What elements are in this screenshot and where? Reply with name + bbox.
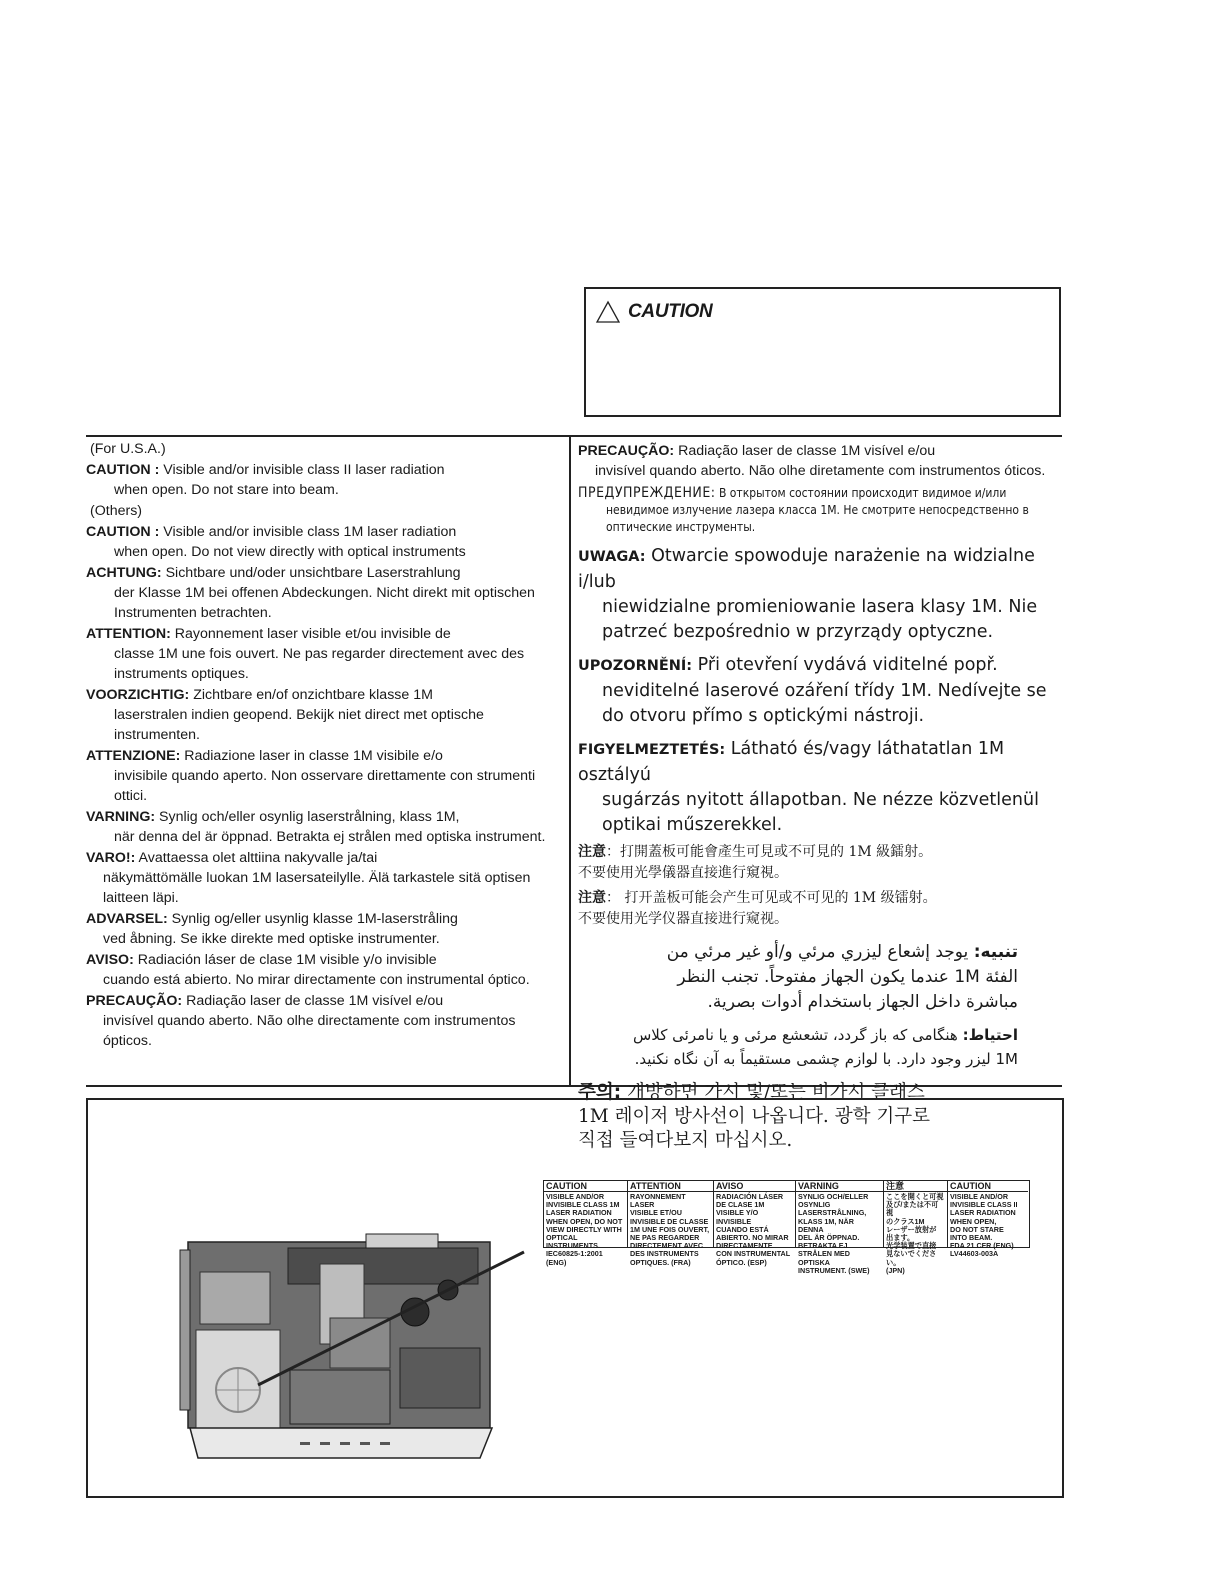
label-cell-heading: CAUTION xyxy=(544,1181,627,1192)
warning-text: Radiação laser de classe 1M visível e/ou xyxy=(674,443,936,459)
warning-label: 注意 xyxy=(578,890,606,906)
laser-warning-table xyxy=(86,435,1062,1151)
warning-label: VOORZICHTIG: xyxy=(86,687,190,703)
warning-entry xyxy=(86,950,564,990)
warning-text: Rayonnement laser visible et/ou invisible de xyxy=(170,626,451,642)
region-note xyxy=(86,439,564,459)
label-cell xyxy=(796,1181,884,1275)
warning-entry xyxy=(86,460,564,500)
warning-text: Látható és/vagy láthatatlan 1M osztályú xyxy=(578,739,1005,785)
warning-text: ： 打开盖板可能会产生可见或不可见的 1M 级镭射。 xyxy=(606,890,937,906)
warning-fa xyxy=(578,1023,1062,1071)
warning-text-cont: cuando está abierto. No mirar directamente con instrumental óptico. xyxy=(103,972,530,988)
warning-text-cont: 1M لیزر وجود دارد. با لوازم چشمی مستقیماً به آن نگاه نکنید. xyxy=(634,1050,1018,1068)
label-cell-text: SYNLIG OCH/ELLER OSYNLIG LASERSTRÅLNING, KLASS 1M, NÄR DENNA DEL ÄR ÖPPNAD. BETRAKTA EJ STRÅLEN MED OPTISKA INSTRUMENT. (SWE) xyxy=(798,1192,870,1275)
warning-text-cont: ved åbning. Se ikke direkte med optiske instrumenter. xyxy=(103,931,440,947)
warning-cz xyxy=(578,653,1062,729)
right-warning-column xyxy=(578,441,1062,1154)
warning-text: Avattaessa olet alttiina nakyvalle ja/tai xyxy=(135,850,378,866)
warning-text-cont: when open. Do not view directly with optical instruments xyxy=(114,544,466,560)
warning-text-cont: niewidzialne promieniowanie lasera klasy 1M. Nie patrzeć bezpośrednio w przyrządy optyczne. xyxy=(602,597,1038,642)
warning-label: ATTENZIONE: xyxy=(86,748,181,764)
warning-entry xyxy=(86,685,564,745)
label-cell xyxy=(948,1181,1028,1259)
warning-zh-tw xyxy=(578,842,1062,884)
left-warning-column xyxy=(86,439,564,1052)
label-cell xyxy=(544,1181,628,1267)
warning-label: ADVARSEL: xyxy=(86,911,168,927)
label-location-figure xyxy=(86,1098,1064,1498)
label-cell-text: ここを開くと可視 及び/または不可視 のクラス1M レーザー放射が 出ます。 光学装置で直接 見ないでください。 (JPN) xyxy=(886,1192,944,1275)
warning-text: يوجد إشعاع ليزري مرئي و/أو غير مرئي من xyxy=(666,942,974,962)
label-cell xyxy=(884,1181,948,1275)
warning-text-cont: invisível quando aberto. Não olhe diretamente com instrumentos óticos. xyxy=(595,463,1046,479)
warning-text-cont: مباشرة داخل الجهاز باستخدام أدوات بصرية. xyxy=(707,992,1018,1012)
warning-text-cont: невидимое излучение лазера класса 1M. Не смотрите непосредственно в оптические инструменты. xyxy=(606,503,1029,534)
label-cell-text: RADIACIÓN LÁSER DE CLASE 1M VISIBLE Y/O INVISIBLE CUANDO ESTÁ ABIERTO. NO MIRAR DIRECTAMENTE CON INSTRUMENTAL ÓPTICO. (ESP) xyxy=(716,1192,791,1267)
warning-label: ПРЕДУПРЕЖДЕНИЕ: xyxy=(578,485,716,501)
warning-label: VARO!: xyxy=(86,850,136,866)
warning-text-cont: 不要使用光學儀器直接進行窺視。 xyxy=(578,865,788,881)
warning-text: Sichtbare und/oder unsichtbare Laserstrahlung xyxy=(161,565,461,581)
warning-entry xyxy=(86,624,564,684)
warning-triangle-icon xyxy=(596,301,620,323)
label-cell-text: RAYONNEMENT LASER VISIBLE ET/OU INVISIBLE DE CLASSE 1M UNE FOIS OUVERT, NE PAS REGARDER DIRECTEMENT AVEC DES INSTRUMENTS OPTIQUES. (FRA) xyxy=(630,1192,710,1267)
label-cell-heading: ATTENTION xyxy=(628,1181,713,1192)
warning-entry xyxy=(86,522,564,562)
region-note-text: (Others) xyxy=(90,503,143,519)
warning-text: Otwarcie spowoduje narażenie na widzialne i/lub xyxy=(578,546,1035,592)
region-note xyxy=(86,501,564,521)
warning-label: تنبيه: xyxy=(973,942,1018,962)
warning-text-cont: när denna del är öppnad. Betrakta ej strålen med optiska instrument. xyxy=(114,829,546,845)
warning-ar xyxy=(578,940,1062,1015)
table-column-divider xyxy=(569,435,571,1087)
warning-entry xyxy=(86,746,564,806)
warning-hu xyxy=(578,737,1062,838)
warning-text-cont: sugárzás nyitott állapotban. Ne nézze közvetlenül optikai műszerekkel. xyxy=(602,790,1039,835)
warning-entry xyxy=(86,807,564,847)
warning-label: PRECAUÇÃO: xyxy=(86,993,183,1009)
label-cell xyxy=(714,1181,796,1267)
warning-entry xyxy=(86,991,564,1051)
warning-text: Zichtbare en/of onzichtbare klasse 1M xyxy=(189,687,433,703)
warning-text: Visible and/or invisible class II laser radiation xyxy=(159,462,445,478)
warning-entry xyxy=(86,909,564,949)
warning-text-cont: الفئة 1M عندما يكون الجهاز مفتوحاً. تجنب النظر xyxy=(677,967,1018,987)
warning-text: 개방하면 가시 및/또는 비가시 클래스 xyxy=(621,1082,925,1103)
caution-box xyxy=(584,287,1061,417)
warning-text: Radiazione laser in classe 1M visibile e/o xyxy=(180,748,443,764)
warning-label: ATTENTION: xyxy=(86,626,171,642)
warning-text: Visible and/or invisible class 1M laser radiation xyxy=(159,524,457,540)
warning-text-cont: classe 1M une fois ouvert. Ne pas regarder directement avec des instruments optiques. xyxy=(114,646,525,682)
warning-text-cont: 不要使用光学仪器直接进行窥视。 xyxy=(578,911,788,927)
warning-text-cont: invisibile quando aperto. Non osservare direttamente con strumenti ottici. xyxy=(114,768,536,804)
label-cell-heading: 注意 xyxy=(884,1181,947,1192)
warning-text: В открытом состоянии происходит видимое и/или xyxy=(715,486,1007,500)
warning-label: 注意 xyxy=(578,844,606,860)
warning-text-cont: 직접 들여다보지 마십시오. xyxy=(578,1130,793,1151)
warning-text-cont: neviditelné laserové ozáření třídy 1M. Nedívejte se do otvoru přímo s optickými nástroji. xyxy=(602,681,1047,726)
warning-text: Při otevření vydává viditelné popř. xyxy=(692,655,998,675)
warning-label: VARNING: xyxy=(86,809,156,825)
laser-caution-label xyxy=(543,1180,1030,1275)
region-note-text: (For U.S.A.) xyxy=(90,441,166,457)
warning-entry xyxy=(86,848,564,908)
caution-header xyxy=(596,301,712,323)
label-cell-heading: VARNING xyxy=(796,1181,883,1192)
warning-text: Synlig og/eller usynlig klasse 1M-laserstråling xyxy=(167,911,458,927)
warning-entry xyxy=(86,563,564,623)
warning-text: Radiación láser de clase 1M visible y/o invisible xyxy=(133,952,437,968)
warning-label: UPOZORNĚNÍ: xyxy=(578,658,693,674)
label-cell-text: VISIBLE AND/OR INVISIBLE CLASS 1M LASER RADIATION WHEN OPEN, DO NOT VIEW DIRECTLY WITH OPTICAL INSTRUMENTS. IEC60825-1:2001 (ENG) xyxy=(546,1192,623,1267)
warning-pt-br xyxy=(578,441,1062,481)
warning-text-cont: invisível quando aberto. Não olhe directamente com instrumentos ópticos. xyxy=(103,1013,516,1049)
warning-text-cont: der Klasse 1M bei offenen Abdeckungen. Nicht direkt mit optischen Instrumenten betrachten. xyxy=(114,585,535,621)
warning-text-cont: laserstralen indien geopend. Bekijk niet direct met optische instrumenten. xyxy=(114,707,484,743)
label-pointer-line xyxy=(238,1250,528,1400)
warning-label: CAUTION : xyxy=(86,524,160,540)
warning-label: UWAGA: xyxy=(578,549,646,565)
warning-text: ：打開蓋板可能會產生可見或不可見的 1M 級鐳射。 xyxy=(606,844,933,860)
warning-label: AVISO: xyxy=(86,952,134,968)
warning-text: Synlig och/eller osynlig laserstrålning, klass 1M, xyxy=(155,809,460,825)
warning-label: FIGYELMEZTETÉS: xyxy=(578,742,726,758)
warning-text: هنگامی که باز گردد، تشعشع مرئی و یا نامرئی کلاس xyxy=(633,1026,963,1044)
label-cell-text: VISIBLE AND/OR INVISIBLE CLASS II LASER RADIATION WHEN OPEN, DO NOT STARE INTO BEAM. FDA 21 CFR (ENG) LV44603-003A xyxy=(950,1192,1018,1259)
label-cell-heading: AVISO xyxy=(714,1181,795,1192)
warning-label: CAUTION : xyxy=(86,462,160,478)
warning-label: PRECAUÇÃO: xyxy=(578,443,675,459)
table-top-rule xyxy=(86,435,1062,437)
warning-text-cont: 1M 레이저 방사선이 나옵니다. 광학 기구로 xyxy=(578,1106,930,1127)
warning-label: احتیاط: xyxy=(962,1026,1018,1044)
warning-text-cont: näkymättömälle luokan 1M lasersateilylle. Älä tarkastele sitä optisen laitteen läpi. xyxy=(103,870,531,906)
caution-title: CAUTION xyxy=(628,301,713,322)
warning-label: 주의: xyxy=(578,1082,622,1103)
warning-zh-cn xyxy=(578,888,1062,930)
label-cell-heading: CAUTION xyxy=(948,1181,1028,1192)
warning-text: Radiação laser de classe 1M visível e/ou xyxy=(182,993,444,1009)
label-cell xyxy=(628,1181,714,1267)
warning-ru xyxy=(578,485,1062,536)
warning-pl xyxy=(578,544,1062,645)
warning-text-cont: when open. Do not stare into beam. xyxy=(114,482,339,498)
warning-label: ACHTUNG: xyxy=(86,565,162,581)
